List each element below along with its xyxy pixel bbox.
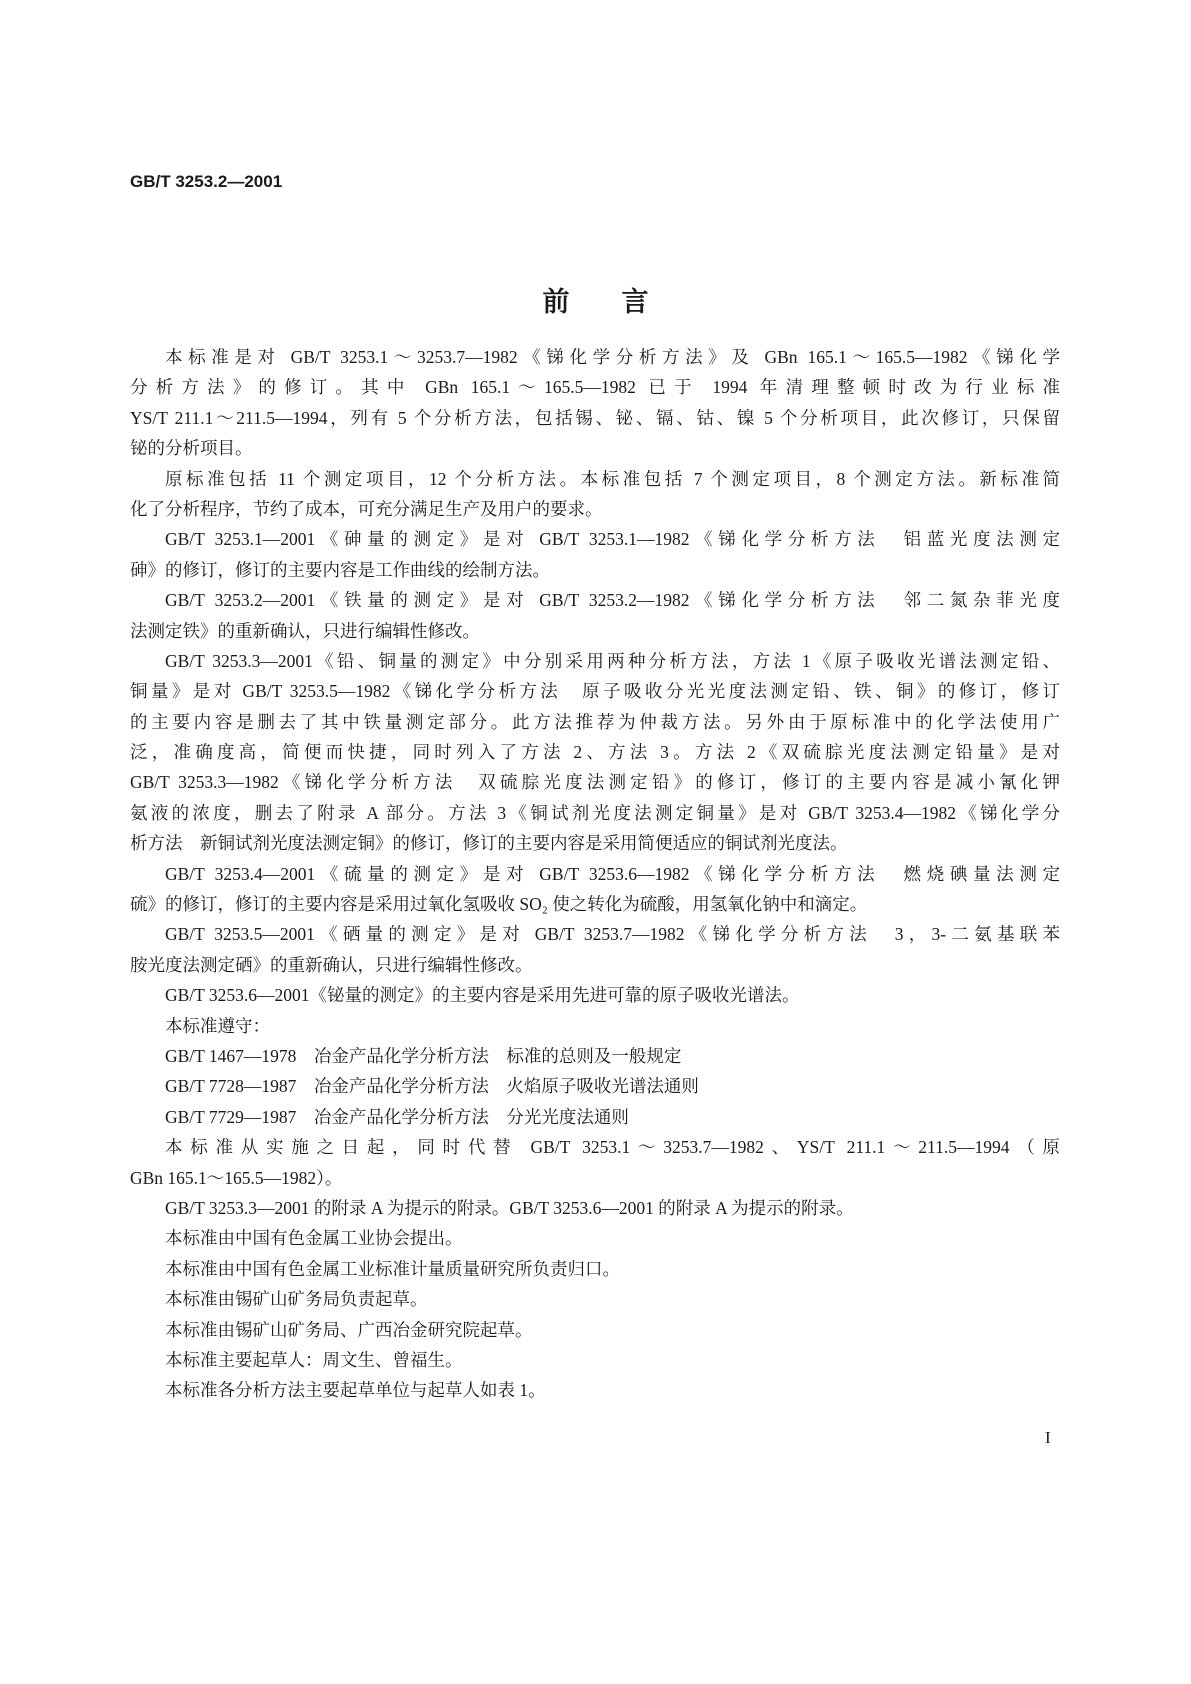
text-line: GB/T 7728—1987 冶金产品化学分析方法 火焰原子吸收光谱法通则: [165, 1076, 699, 1097]
text-line: 铋的分析项目。: [130, 438, 253, 459]
text-line: GB/T 3253.6—2001《铋量的测定》的主要内容是采用先进可靠的原子吸收光谱法。: [165, 985, 800, 1006]
text-line: 砷》的修订，修订的主要内容是工作曲线的绘制方法。: [130, 559, 550, 580]
text-line: 氨液的浓度，删去了附录 A 部分。方法 3《铜试剂光度法测定铜量》是对 GB/T 3253.4—1982《锑化学分: [130, 802, 1060, 823]
text-line: GB/T 3253.2—2001《铁量的测定》是对 GB/T 3253.2—1982《锑化学分析方法 邻二氮杂菲光度: [165, 590, 1060, 611]
paragraph: [130, 1011, 1060, 1041]
paragraph: [130, 919, 1060, 980]
paragraph: [130, 1041, 1060, 1071]
paragraph: [130, 1254, 1060, 1284]
text-line: 本标准遵守：: [165, 1015, 270, 1036]
text-line: GB/T 1467—1978 冶金产品化学分析方法 标准的总则及一般规定: [165, 1045, 682, 1066]
paragraph: [130, 646, 1060, 859]
page-title: 前言: [542, 287, 701, 317]
text-line: GBn 165.1～165.5—1982）。: [130, 1167, 343, 1188]
text-line: 分析方法》的修订。其中 GBn 165.1～165.5—1982 已于 1994 年清理整顿时改为行业标准: [130, 377, 1060, 398]
text-line: 原标准包括 11 个测定项目，12 个分析方法。本标准包括 7 个测定项目，8 个测定方法。新标准简: [165, 468, 1060, 489]
paragraph: [130, 1071, 1060, 1101]
paragraph: [130, 1284, 1060, 1314]
paragraph: [130, 585, 1060, 646]
text-line: 本标准由中国有色金属工业协会提出。: [165, 1228, 463, 1249]
text-line: 本标准是对 GB/T 3253.1～3253.7—1982《锑化学分析方法》及 GBn 165.1～165.5—1982《锑化学: [165, 347, 1060, 367]
text-line: 本标准主要起草人：周文生、曾福生。: [165, 1349, 463, 1370]
text-line: GB/T 3253.5—2001《硒量的测定》是对 GB/T 3253.7—1982《锑化学分析方法 3，3-二氨基联苯: [165, 924, 1060, 945]
text-line: 泛，准确度高，简便而快捷，同时列入了方法 2、方法 3。方法 2《双硫腙光度法测定铅量》是对: [130, 742, 1060, 763]
text-line: GB/T 3253.3—2001《铅、铜量的测定》中分别采用两种分析方法，方法 1《原子吸收光谱法测定铅、: [165, 650, 1060, 671]
text-line: GB/T 3253.3—1982《锑化学分析方法 双硫腙光度法测定铅》的修订，修订的主要内容是减小氰化钾: [130, 772, 1060, 793]
paragraph: [130, 1223, 1060, 1253]
document-number-header: GB/T 3253.2—2001: [130, 172, 283, 191]
paragraph: [130, 1132, 1060, 1193]
paragraph: [130, 342, 1060, 464]
paragraph: [130, 1375, 1060, 1405]
text-line: 化了分析程序，节约了成本，可充分满足生产及用户的要求。: [130, 498, 603, 519]
text-line: 析方法 新铜试剂光度法测定铜》的修订，修订的主要内容是采用简便适应的铜试剂光度法。: [130, 833, 848, 854]
foreword-body: [130, 342, 1060, 1406]
text-line: 铜量》是对 GB/T 3253.5—1982《锑化学分析方法 原子吸收分光光度法测定铅、铁、铜》的修订，修订: [130, 681, 1060, 702]
text-line: 的主要内容是删去了其中铁量测定部分。此方法推荐为仲裁方法。另外由于原标准中的化学法使用广: [130, 711, 1060, 732]
text-line: 本标准由锡矿山矿务局、广西冶金研究院起草。: [165, 1319, 533, 1340]
paragraph: [130, 1345, 1060, 1375]
paragraph: [130, 464, 1060, 525]
text-line: 本标准各分析方法主要起草单位与起草人如表 1。: [165, 1380, 546, 1401]
text-line: 硫》的修订，修订的主要内容是采用过氧化氢吸收 SO₂ 使之转化为硫酸，用氢氧化钠中和滴定。: [130, 894, 868, 915]
paragraph: [130, 1102, 1060, 1132]
text-line: 法测定铁》的重新确认，只进行编辑性修改。: [130, 620, 480, 641]
text-line: GB/T 3253.4—2001《硫量的测定》是对 GB/T 3253.6—1982《锑化学分析方法 燃烧碘量法测定: [165, 863, 1060, 884]
paragraph: [130, 1315, 1060, 1345]
paragraph: [130, 1193, 1060, 1223]
text-line: GB/T 7729—1987 冶金产品化学分析方法 分光光度法通则: [165, 1106, 629, 1127]
text-line: 本标准由锡矿山矿务局负责起草。: [165, 1289, 428, 1310]
text-line: GB/T 3253.3—2001 的附录 A 为提示的附录。GB/T 3253.6—2001 的附录 A 为提示的附录。: [165, 1197, 854, 1218]
text-line: 胺光度法测定硒》的重新确认，只进行编辑性修改。: [130, 954, 533, 975]
paragraph: [130, 980, 1060, 1010]
paragraph: [130, 859, 1060, 920]
text-line: 本标准由中国有色金属工业标准计量质量研究所负责归口。: [165, 1258, 620, 1279]
text-line: GB/T 3253.1—2001《砷量的测定》是对 GB/T 3253.1—1982《锑化学分析方法 铝蓝光度法测定: [165, 529, 1060, 550]
text-line: YS/T 211.1～211.5—1994，列有 5 个分析方法，包括锡、铋、镉、钴、镍 5 个分析项目，此次修订，只保留: [130, 407, 1060, 428]
paragraph: [130, 524, 1060, 585]
page-number: I: [1045, 1428, 1051, 1447]
text-line: 本标准从实施之日起，同时代替 GB/T 3253.1～3253.7—1982、YS/T 211.1～211.5—1994（原: [165, 1137, 1060, 1158]
